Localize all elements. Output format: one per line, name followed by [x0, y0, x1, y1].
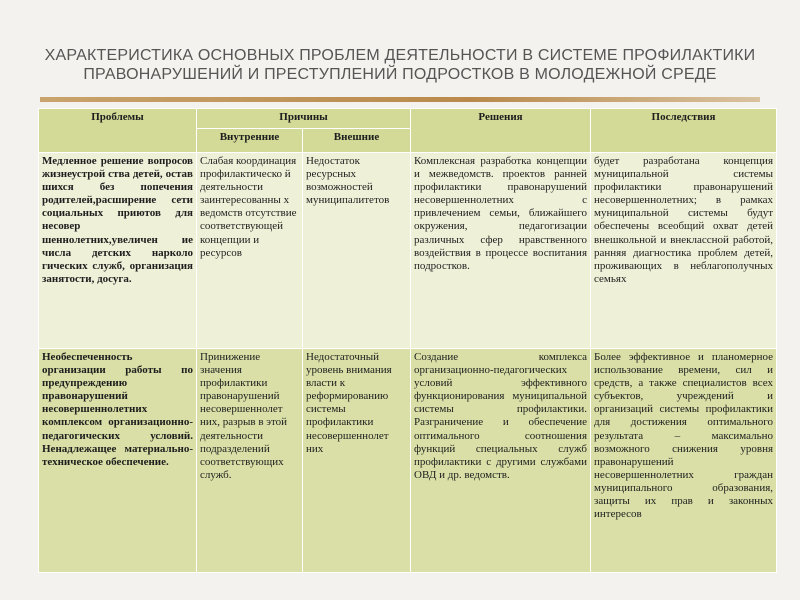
slide-title-line-2: ПРАВОНАРУШЕНИЙ И ПРЕСТУПЛЕНИЙ ПОДРОСТКОВ В МОЛОДЕЖНОЙ СРЕДЕ: [83, 66, 717, 83]
header-internal-causes: Внутренние: [197, 129, 303, 153]
cell-internal-cause: Слабая координация профилактическо й деятельности заинтересованны х ведомств отсутствие соответствующей концепции и ресурсов: [197, 153, 303, 349]
header-problems: Проблемы: [39, 109, 197, 153]
cell-external-cause: Недостаток ресурсных возможностей муниципалитетов: [303, 153, 411, 349]
cell-external-cause: Недостаточный уровень внимания власти к реформированию системы профилактики несовершеннолет них: [303, 349, 411, 573]
cell-consequence: будет разработана концепция муниципальной системы профилактики правонарушений несовершеннолетних; в рамках муниципальной системы будут обеспечены всеобщий охват детей внешкольной и внеклассной работой, ранняя диагностика проблем детей, проживающих в неблагополучных семьях: [591, 153, 777, 349]
header-external-causes: Внешние: [303, 129, 411, 153]
header-causes: Причины: [197, 109, 411, 129]
table-row: [39, 153, 777, 349]
cell-consequence: Более эффективное и планомерное использование времени, сил и средств, а также специалистов всех субъектов, учреждений и организаций системы профилактики для достижения оптимального результата – максимально возможного снижения уровня правонарушений несовершеннолетних граждан муниципального образования, защиты их прав и законных интересов: [591, 349, 777, 573]
slide-title: [40, 46, 760, 84]
title-divider: [40, 97, 760, 102]
problems-table: [38, 108, 777, 573]
cell-internal-cause: Принижение значения профилактики правонарушений несовершеннолет них, разрыв в этой деятельности подразделений соответствующих служб.: [197, 349, 303, 573]
table-row: [39, 349, 777, 573]
header-solutions: Решения: [411, 109, 591, 153]
cell-problem: Медленное решение вопросов жизнеустрой ства детей, остав шихся без попечения родителей,расширение сети социальных приютов для несовер шеннолетних,увеличен ие числа детских нарколо гических служб, организация занятости, досуга.: [39, 153, 197, 349]
slide-title-line-1: ХАРАКТЕРИСТИКА ОСНОВНЫХ ПРОБЛЕМ ДЕЯТЕЛЬНОСТИ В СИСТЕМЕ ПРОФИЛАКТИКИ: [44, 47, 756, 64]
header-consequences: Последствия: [591, 109, 777, 153]
cell-problem: Необеспеченность организации работы по предупреждению правонарушений несовершеннолетних комплексом организационно-педагогических условий. Ненадлежащее материально-техническое обеспечение.: [39, 349, 197, 573]
cell-solution: Комплексная разработка концепции и межведомств. проектов ранней профилактики правонарушений несовершеннолетних с привлечением семьи, ближайшего окружения, педагогизации различных сфер нравственного воздействия в процессе воспитания подростков.: [411, 153, 591, 349]
cell-solution: Создание комплекса организационно-педагогических условий эффективного функционирования муниципальной системы профилактики. Разграничение и обеспечение оптимального соотношения функций специальных служб профилактики с другими службами ОВД и др. ведомств.: [411, 349, 591, 573]
